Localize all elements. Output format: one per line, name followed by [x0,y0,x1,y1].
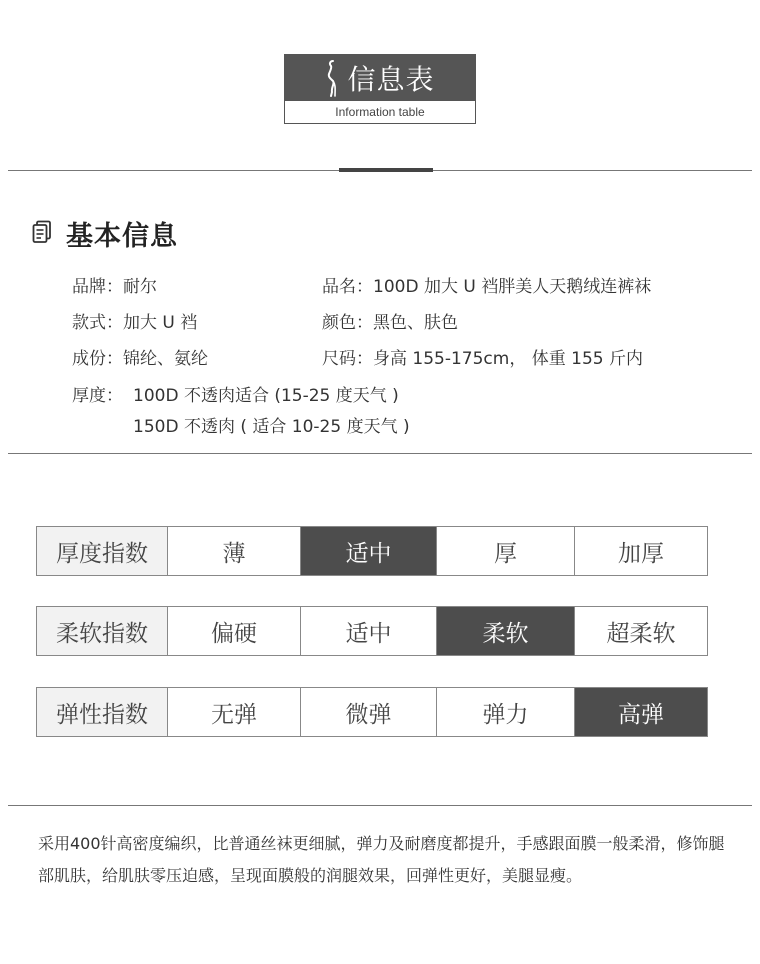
scale-option-selected: 柔软 [436,607,574,655]
thickness-scale [36,526,708,576]
info-size: 尺码：身高 155-175cm， 体重 155 斤内 [322,349,643,369]
softness-scale [36,606,708,656]
scale-option-selected: 高弹 [574,688,707,736]
scale-option: 薄 [167,527,300,575]
info-material: 成份：锦纶、氨纶 [72,349,208,369]
scale-label: 柔软指数 [37,607,167,655]
scale-option: 微弹 [300,688,436,736]
info-thickness-line1: 100D 不透肉适合 (15-25 度天气 ) [133,386,399,406]
divider-middle [8,453,752,454]
elasticity-scale [36,687,708,737]
scale-label: 弹性指数 [37,688,167,736]
info-table-header [284,54,476,124]
info-thickness-label: 厚度： [72,386,123,406]
header-title-bar [285,55,475,101]
info-style: 款式：加大 U 裆 [72,313,198,333]
woman-silhouette-icon [325,59,341,97]
scale-option-selected: 适中 [300,527,436,575]
info-product-name: 品名：100D 加大 U 裆胖美人天鹅绒连裤袜 [322,277,652,297]
info-thickness-line2: 150D 不透肉 ( 适合 10-25 度天气 ) [133,417,410,437]
section-title: 基本信息 [66,221,178,252]
header-title: 信息表 [347,63,435,96]
info-color: 颜色：黑色、肤色 [322,313,458,333]
header-subtitle: Information table [335,105,425,119]
divider-accent [339,168,433,172]
scale-option: 偏硬 [167,607,300,655]
info-brand: 品牌：耐尔 [72,277,157,297]
scale-option: 超柔软 [574,607,707,655]
scale-option: 厚 [436,527,574,575]
section-heading [32,214,178,253]
scale-label: 厚度指数 [37,527,167,575]
scale-option: 无弹 [167,688,300,736]
scale-option: 加厚 [574,527,707,575]
product-description: 采用400针高密度编织，比普通丝袜更细腻，弹力及耐磨度都提升，手感跟面膜一般柔滑，修饰腿部肌肤，给肌肤零压迫感，呈现面膜般的润腿效果，回弹性更好，美腿显瘦。 [38,834,725,885]
scale-option: 弹力 [436,688,574,736]
scale-option: 适中 [300,607,436,655]
document-icon [32,220,52,248]
divider-bottom [8,805,752,806]
